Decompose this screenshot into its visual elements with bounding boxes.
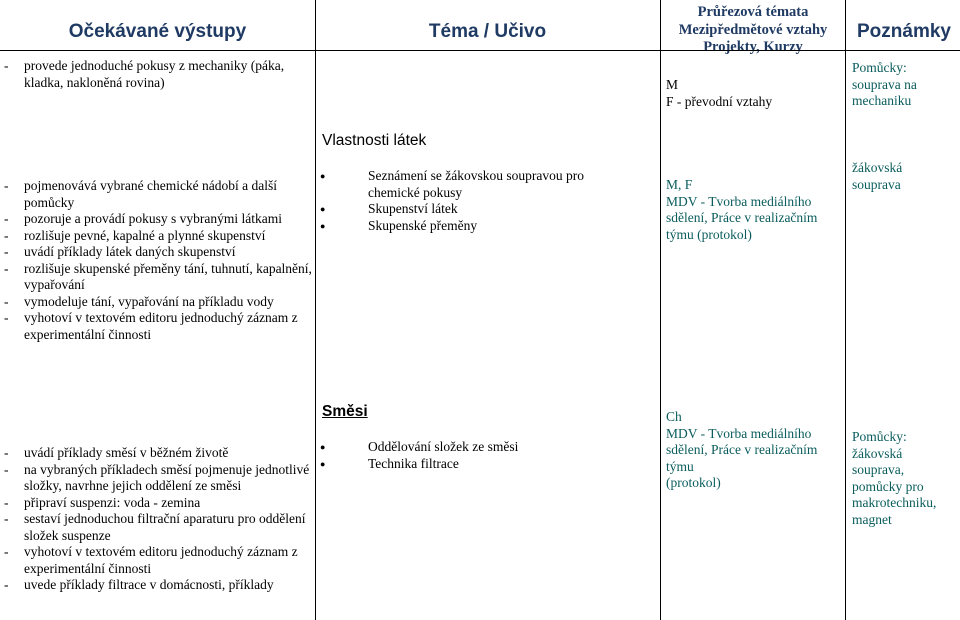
column-divider-1	[315, 0, 316, 620]
block1-notes	[852, 60, 958, 110]
header-cross-topics	[663, 4, 843, 57]
block2-outcomes	[0, 178, 312, 343]
list-item: - připraví suspenzi: voda - zemina	[0, 495, 312, 512]
list-item: - uvádí příklady látek daných skupenství	[0, 244, 312, 261]
list-item: ● Seznámení se žákovskou soupravou pro chemické pokusy	[320, 168, 620, 201]
block1-notes-line2: souprava na	[852, 76, 917, 92]
header-cross-line1: Průřezová témata	[697, 4, 809, 20]
block3-cross-line3: (protokol)	[666, 475, 721, 490]
block3-cross-line1: Ch	[666, 409, 682, 424]
list-item: - rozlišuje skupenské přeměny tání, tuhnutí, kapalnění, vypařování	[0, 261, 312, 294]
header-cross-line3: Projekty, Kurzy	[703, 39, 803, 55]
list-item: - rozlišuje pevné, kapalné a plynné skupenství	[0, 228, 312, 245]
block2-notes	[852, 160, 958, 193]
list-item: ● Technika filtrace	[320, 456, 620, 473]
column-divider-3	[845, 0, 846, 620]
list-item: - na vybraných příkladech směsí pojmenuje jednotlivé složky, navrhne jejich oddělení ze směsi	[0, 462, 312, 495]
list-item: - uvede příklady filtrace v domácnosti, příklady	[0, 577, 312, 594]
block2-topics	[320, 168, 620, 234]
header-topic: Téma / Učivo	[428, 21, 547, 42]
list-item: - pozoruje a provádí pokusy s vybranými látkami	[0, 211, 312, 228]
block3-notes: Pomůcky: žákovská souprava, pomůcky pro makrotechniku, magnet	[852, 429, 937, 527]
block1-cross-line2: F - převodní vztahy	[666, 93, 773, 109]
block1-notes-line1: Pomůcky:	[852, 60, 907, 75]
list-item: - vymodeluje tání, vypařování na příkladu vody	[0, 294, 312, 311]
list-item: - vyhotoví v textovém editoru jednoduchý záznam z experimentální činnosti	[0, 544, 312, 577]
header-divider	[0, 50, 960, 51]
block1-cross-line1: M	[666, 77, 679, 92]
list-item: - uvádí příklady směsí v běžném životě	[0, 445, 312, 462]
block2-cross-line2: MDV - Tvorba mediálního sdělení, Práce v realizačním týmu (protokol)	[666, 193, 818, 242]
list-item: ● Oddělování složek ze směsi	[320, 439, 620, 456]
block1-outcomes	[0, 58, 305, 91]
list-item: ● Skupenství látek	[320, 201, 620, 218]
header-outcomes: Očekávané výstupy	[68, 21, 247, 42]
column-divider-2	[660, 0, 661, 620]
block2-notes-line1: žákovská	[852, 160, 903, 175]
block2-cross-line1: M, F	[666, 177, 693, 192]
block2-notes-line2: souprava	[852, 176, 901, 192]
block3-outcomes	[0, 445, 312, 594]
list-item: - sestaví jednoduchou filtrační aparaturu pro oddělení složek suspenze	[0, 511, 312, 544]
section-title-vlastnosti: Vlastnosti látek	[322, 132, 427, 149]
list-item: - pojmenovává vybrané chemické nádobí a další pomůcky	[0, 178, 312, 211]
block2-cross	[666, 177, 841, 243]
header-notes: Poznámky	[857, 21, 951, 42]
list-item: - provede jednoduché pokusy z mechaniky (páka, kladka, nakloněná rovina)	[0, 58, 305, 91]
list-item: - vyhotoví v textovém editoru jednoduchý záznam z experimentální činnosti	[0, 310, 312, 343]
list-item: ● Skupenské přeměny	[320, 218, 620, 235]
block1-notes-line3: mechaniku	[852, 93, 912, 108]
block1-cross	[666, 77, 841, 110]
header-cross-line2: Mezipředmětové vztahy	[678, 21, 828, 38]
block3-cross	[666, 409, 841, 492]
block3-cross-line2: MDV - Tvorba mediálního sdělení, Práce v realizačním týmu	[666, 425, 818, 474]
section-title-smesi: Směsi	[322, 403, 368, 420]
block3-topics	[320, 439, 620, 472]
